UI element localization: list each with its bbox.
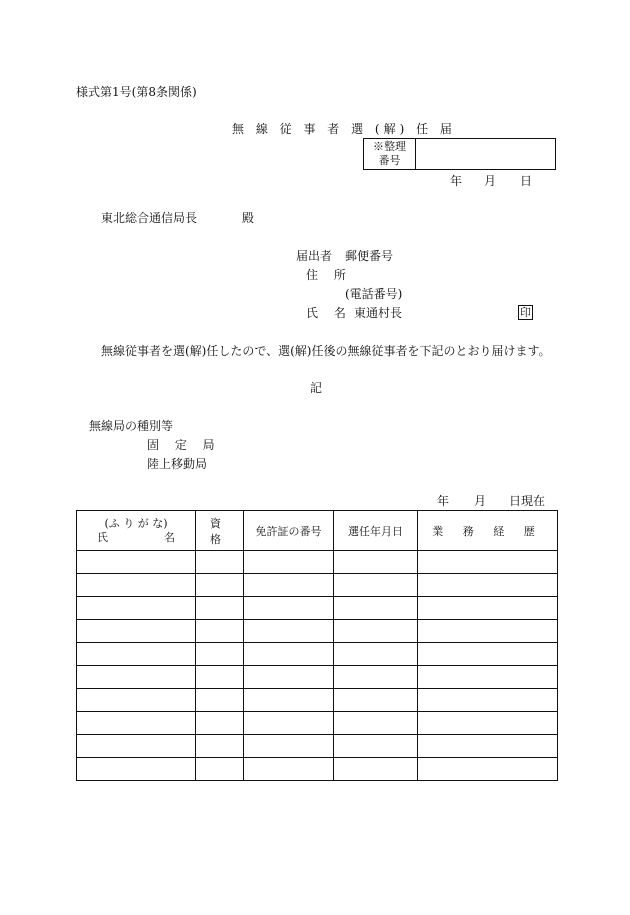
- cell-career[interactable]: [418, 712, 558, 735]
- cell-appointment-date[interactable]: [334, 666, 418, 689]
- cell-career[interactable]: [418, 551, 558, 574]
- cell-qualification[interactable]: [196, 689, 244, 712]
- cell-career[interactable]: [418, 574, 558, 597]
- cell-appointment-date[interactable]: [334, 735, 418, 758]
- table-row: [77, 551, 558, 574]
- cell-license-number[interactable]: [244, 574, 334, 597]
- table-row: [77, 712, 558, 735]
- cell-license-number[interactable]: [244, 551, 334, 574]
- cell-name[interactable]: [77, 597, 196, 620]
- cell-name[interactable]: [77, 689, 196, 712]
- station-type-land-mobile: 陸上移動局: [147, 457, 208, 471]
- cell-qualification[interactable]: [196, 666, 244, 689]
- cell-name[interactable]: [77, 551, 196, 574]
- cell-name[interactable]: [77, 712, 196, 735]
- cell-license-number[interactable]: [244, 712, 334, 735]
- cell-license-number[interactable]: [244, 643, 334, 666]
- cell-name[interactable]: [77, 666, 196, 689]
- cell-qualification[interactable]: [196, 597, 244, 620]
- cell-license-number[interactable]: [244, 620, 334, 643]
- cell-career[interactable]: [418, 643, 558, 666]
- cell-qualification[interactable]: [196, 643, 244, 666]
- table-row: [77, 597, 558, 620]
- cell-appointment-date[interactable]: [334, 551, 418, 574]
- cell-license-number[interactable]: [244, 758, 334, 781]
- cell-license-number[interactable]: [244, 666, 334, 689]
- cell-career[interactable]: [418, 689, 558, 712]
- applicant-name: 東通村長: [354, 306, 403, 320]
- table-row: [77, 666, 558, 689]
- station-heading: 無線局の種別等: [89, 419, 174, 433]
- cell-appointment-date[interactable]: [334, 620, 418, 643]
- header-career: 業 務 経 歴: [418, 511, 558, 551]
- postal-code-label: 郵便番号: [345, 249, 394, 263]
- table-row: [77, 574, 558, 597]
- cell-appointment-date[interactable]: [334, 597, 418, 620]
- header-appointment-date: 選任年月日: [334, 511, 418, 551]
- header-qualification: 資 格: [196, 511, 244, 551]
- header-license-number: 免許証の番号: [244, 511, 334, 551]
- cell-name[interactable]: [77, 620, 196, 643]
- cell-license-number[interactable]: [244, 735, 334, 758]
- table-row: [77, 620, 558, 643]
- reference-number-label: ※整理 番号: [364, 139, 416, 169]
- cell-name[interactable]: [77, 643, 196, 666]
- cell-appointment-date[interactable]: [334, 643, 418, 666]
- header-name: (ふ り が な) 氏 名: [77, 511, 196, 551]
- operator-table: [76, 510, 558, 781]
- cell-qualification[interactable]: [196, 735, 244, 758]
- phone-label: (電話番号): [345, 287, 403, 301]
- cell-qualification[interactable]: [196, 620, 244, 643]
- name-label: 氏 名: [306, 306, 352, 320]
- cell-name[interactable]: [77, 735, 196, 758]
- table-row: [77, 643, 558, 666]
- seal-mark: 印: [520, 306, 531, 319]
- cell-name[interactable]: [77, 758, 196, 781]
- applicant-role: 届出者: [296, 249, 333, 263]
- cell-appointment-date[interactable]: [334, 574, 418, 597]
- station-type-fixed: 固 定 局: [147, 438, 221, 452]
- cell-appointment-date[interactable]: [334, 689, 418, 712]
- cell-career[interactable]: [418, 597, 558, 620]
- cell-qualification[interactable]: [196, 574, 244, 597]
- cell-license-number[interactable]: [244, 597, 334, 620]
- reference-number-box: [363, 138, 556, 170]
- table-row: [77, 735, 558, 758]
- cell-career[interactable]: [418, 620, 558, 643]
- cell-qualification[interactable]: [196, 712, 244, 735]
- statement-text: 無線従事者を選(解)任したので、選(解)任後の無線従事者を下記のとおり届けます。: [101, 344, 551, 358]
- reference-number-field[interactable]: [416, 139, 555, 169]
- ki-heading: 記: [310, 381, 323, 395]
- cell-career[interactable]: [418, 735, 558, 758]
- cell-qualification[interactable]: [196, 551, 244, 574]
- table-header-row: [77, 511, 558, 551]
- document-title: 無 線 従 事 者 選 (解) 任 届: [232, 122, 456, 136]
- cell-appointment-date[interactable]: [334, 758, 418, 781]
- cell-name[interactable]: [77, 574, 196, 597]
- cell-license-number[interactable]: [244, 689, 334, 712]
- table-row: [77, 758, 558, 781]
- cell-qualification[interactable]: [196, 758, 244, 781]
- form-number: 様式第1号(第8条関係): [76, 85, 197, 99]
- cell-career[interactable]: [418, 666, 558, 689]
- cell-appointment-date[interactable]: [334, 712, 418, 735]
- table-row: [77, 689, 558, 712]
- cell-career[interactable]: [418, 758, 558, 781]
- address-label: 住 所: [306, 268, 352, 282]
